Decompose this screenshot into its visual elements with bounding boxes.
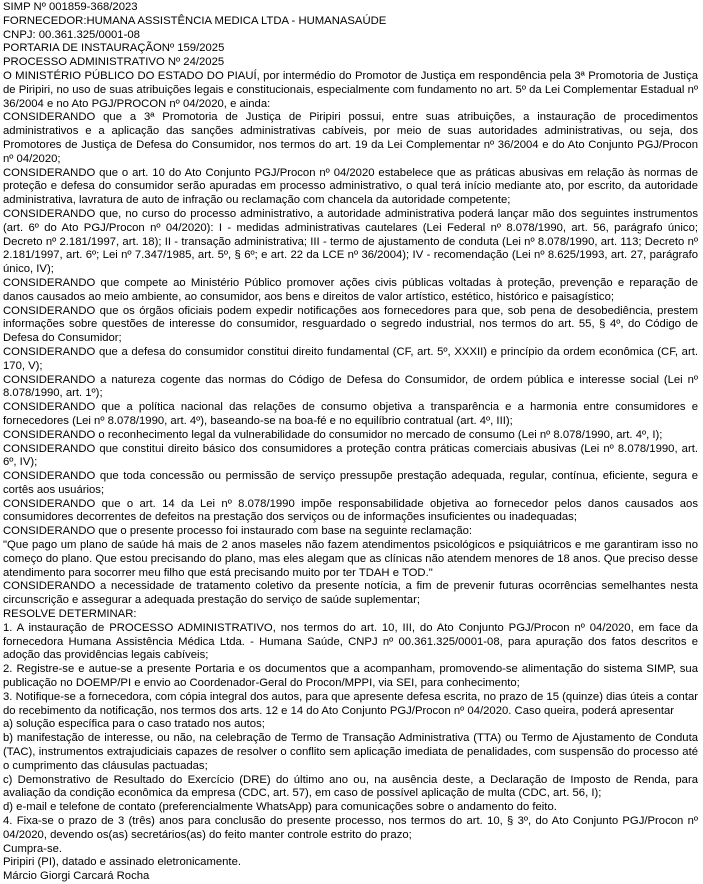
reclamacao-quote: "Que pago um plano de saúde há mais de 2 anos maseles não fazem atendimentos psicológicos e psiquiátricos e me garantiram isso no começo do plano. Que estou precisando do plano, mas eles alegam que as clínicas não atendem menores de 18 anos. Que preciso desse atendimento para socorrer meu filho que está precisando muito por ter TDAH e TOD."	[3, 539, 698, 579]
determinacao-item: 1. A instauração de PROCESSO ADMINISTRATIVO, nos termos do art. 10, III, do Ato Conjunto PGJ/Procon nº 04/2020, em face da fornecedora Humana Assistência Médica Ltda. - Humana Saúde, CNPJ nº 00.361.325/0001-08, para apuração dos fatos descritos e adoção das providências legais cabíveis;	[3, 621, 698, 662]
fornecedor-line: FORNECEDOR:HUMANA ASSISTÊNCIA MEDICA LTDA - HUMANASAÚDE	[3, 14, 387, 27]
considerando-final: CONSIDERANDO a necessidade de tratamento coletivo da presente notícia, a fim de prevenir futuras ocorrências semelhantes nesta circunscrição e assegurar a adequada prestação do serviço de saúde suplementar;	[3, 580, 698, 607]
considerando-item: CONSIDERANDO o reconhecimento legal da vulnerabilidade do consumidor no mercado de consumo (Lei nº 8.078/1990, art. 4º, I);	[3, 428, 663, 441]
considerando-item: CONSIDERANDO que toda concessão ou permissão de serviço pressupõe prestação adequada, regular, contínua, eficiente, segura e cortês aos usuários;	[3, 470, 698, 496]
considerando-item: CONSIDERANDO que a 3ª Promotoria de Justiça de Piripiri possui, entre suas atribuições, a instauração de procedimentos administrativos e a aplicação das sanções administrativas cabíveis, por meio de suas autoridades administrativas, ou seja, dos Promotores de Justiça de Defesa do Consumidor, nos termos do art. 19 da Lei Complementar nº 36/2004 e do Ato Conjunto PGJ/Procon nº 04/2020;	[3, 111, 698, 165]
cnpj-line: CNPJ: 00.361.325/0001-08	[3, 28, 140, 41]
preamble-paragraph: O MINISTÉRIO PÚBLICO DO ESTADO DO PIAUÍ, por intermédio do Promotor de Justiça em respondência pela 3ª Promotoria de Justiça de Piripiri, no uso de suas atribuições legais e constitucionais, especialmente com fundamento no art. 5º da Lei Complementar Estadual nº 36/2004 e no Ato PGJ/PROCON nº 04/2020, e ainda:	[3, 69, 698, 110]
alinea-item: d) e-mail e telefone de contato (preferencialmente WhatsApp) para comunicações sobre o andamento do feito.	[3, 801, 557, 814]
considerando-item: CONSIDERANDO que o art. 10 do Ato Conjunto PGJ/Procon nº 04/2020 estabelece que as práticas abusivas em relação às normas de proteção e defesa do consumidor serão apuradas em processo administrativo, o qual terá início mediante ato, por escrito, da autoridade administrativa, lavratura de auto de infração ou reclamação com chancela da autoridade competente;	[3, 166, 698, 207]
resolve-heading: RESOLVE DETERMINAR:	[3, 608, 137, 621]
local-data-line: Piripiri (PI), datado e assinado eletronicamente.	[3, 856, 241, 869]
determinacao-item: 3. Notifique-se a fornecedora, com cópia integral dos autos, para que apresente defesa escrita, no prazo de 15 (quinze) dias úteis a contar do recebimento da notificação, nos termos dos arts. 12 e 14 do Ato Conjunto PGJ/Procon nº 04/2020. Caso queira, poderá apresentar	[3, 690, 698, 717]
signatario-name: Márcio Giorgi Carcará Rocha	[3, 870, 150, 883]
alinea-item: c) Demonstrativo de Resultado do Exercício (DRE) do último ano ou, na ausência deste, a Declaração de Imposto de Renda, para avaliação da condição econômica da empresa (CDC, art. 57), em caso de possível aplicação de multa (CDC, art. 56, I);	[3, 773, 698, 800]
considerando-item: CONSIDERANDO que o presente processo foi instaurado com base na seguinte reclamação:	[3, 525, 473, 538]
considerando-item: CONSIDERANDO a natureza cogente das normas do Código de Defesa do Consumidor, de ordem pública e interesse social (Lei nº 8.078/1990, art. 1º);	[3, 373, 698, 400]
document-body	[3, 1, 698, 884]
considerando-item: CONSIDERANDO que os órgãos oficiais podem expedir notificações aos fornecedores para que, sob pena de desobediência, prestem informações sobre questões de interesse do consumidor, resguardado o segredo industrial, nos termos do art. 55, § 4º, do Código de Defesa do Consumidor;	[3, 304, 698, 345]
considerando-item: CONSIDERANDO que, no curso do processo administrativo, a autoridade administrativa poderá lançar mão dos seguintes instrumentos (art. 6º do Ato PGJ/Procon nº 04/2020): I - medidas administrativas cautelares (Lei Federal nº 8.078/1990, art. 56, parágrafo único; Decreto nº 2.181/1997, art. 18); II - transação administrativa; III - termo de ajustamento de conduta (Lei nº 8.078/1990, art. 113; Decreto nº 2.181/1997, art. 6º; Lei nº 7.347/1985, art. 5º, § 6º; e art. 22 da LCE nº 36/2004); IV - recomendação (Lei nº 8.625/1993, art. 27, parágrafo único, IV);	[3, 207, 698, 276]
considerando-item: CONSIDERANDO que o art. 14 da Lei nº 8.078/1990 impõe responsabilidade objetiva ao fornecedor pelos danos causados aos consumidores decorrentes de defeitos na prestação dos serviços ou de informações insuficientes ou inadequadas;	[3, 497, 698, 524]
cumpra-se-line: Cumpra-se.	[3, 842, 63, 855]
portaria-number: PORTARIA DE INSTAURAÇÃONº 159/2025	[3, 42, 225, 55]
determinacao-item: 2. Registre-se e autue-se a presente Portaria e os documentos que a acompanham, promovendo-se alimentação do sistema SIMP, sua publicação no DOEMP/PI e envio ao Coordenador-Geral do Procon/MPPI, via SEI, para conhecimento;	[3, 663, 698, 690]
considerando-item: CONSIDERANDO que a defesa do consumidor constitui direito fundamental (CF, art. 5º, XXXII) e princípio da ordem econômica (CF, art. 170, V);	[3, 345, 698, 372]
considerando-item: CONSIDERANDO que a política nacional das relações de consumo objetiva a transparência e a harmonia entre consumidores e fornecedores (Lei nº 8.078/1990, art. 4º), baseando-se na boa-fé e no equilíbrio contratual (art. 4º, III);	[3, 401, 698, 427]
considerando-item: CONSIDERANDO que compete ao Ministério Público promover ações civis públicas voltadas à proteção, prevenção e reparação de danos causados ao meio ambiente, ao consumidor, aos bens e direitos de valor artístico, estético, histórico e paisagístico;	[3, 276, 698, 303]
simp-number: SIMP Nº 001859-368/2023	[3, 1, 138, 13]
processo-number: PROCESSO ADMINISTRATIVO Nº 24/2025	[3, 56, 225, 69]
alinea-item: a) solução específica para o caso tratado nos autos;	[3, 718, 265, 731]
considerando-item: CONSIDERANDO que constitui direito básico dos consumidores a proteção contra práticas comerciais abusivas (Lei nº 8.078/1990, art. 6º, IV);	[3, 442, 698, 469]
determinacao-final: 4. Fixa-se o prazo de 3 (três) anos para conclusão do presente processo, nos termos do art. 10, § 3º, do Ato Conjunto PGJ/Procon nº 04/2020, devendo os(as) secretários(as) do feito manter controle estrito do prazo;	[3, 815, 698, 841]
alinea-item: b) manifestação de interesse, ou não, na celebração de Termo de Transação Administrativa (TTA) ou Termo de Ajustamento de Conduta (TAC), instrumentos extrajudiciais capazes de resolver o conflito sem aplicação imediata de penalidades, com suspensão do processo até o cumprimento das cláusulas pactuadas;	[3, 732, 698, 772]
